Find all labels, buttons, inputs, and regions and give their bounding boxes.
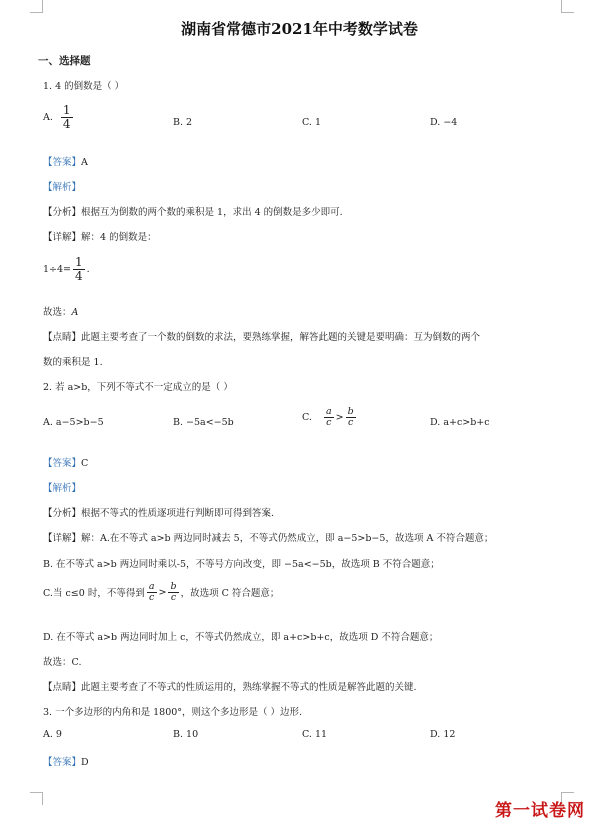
q3-option-b: B. 10 [173,729,199,740]
fraction-a-over-c [324,407,334,428]
watermark-logo: 第一试卷网 [495,801,585,821]
answer-value: D [81,757,89,768]
q2-option-b: B. −5a<−5b [173,417,234,428]
q3-option-c: C. 11 [302,729,328,740]
fraction-denominator: c [326,416,332,428]
calc-end: . [86,263,90,275]
q2-stem: 2. 若 a>b，下列不等式不一定成立的是（ ） [43,382,233,393]
fenxi-tag: 【分析】 [43,508,82,519]
fraction-numerator: a [148,581,155,592]
section-heading: 一、选择题 [38,55,91,67]
q1-answer [43,154,88,168]
q2-line-d: D. 在不等式 a>b 两边同时加上 c，不等式仍然成立，即 a+c>b+c，故选项 D 不符合题意； [43,632,439,643]
q3-stem: 3. 一个多边形的内角和是 1800°，则这个多边形是（ ）边形. [43,707,303,718]
q2-option-c [302,407,358,428]
q2-select [43,654,81,668]
answer-tag: 【答案】 [43,458,82,469]
corner-mark-top-right [561,0,574,13]
calc-left: 1÷4= [43,263,72,275]
select-label: 故选： [43,657,72,668]
fenxi-text: 根据不等式的性质逐项进行判断即可得到答案. [81,508,275,519]
q1-option-c: C. 1 [302,117,322,128]
dianjing-tag: 【点睛】 [43,332,82,343]
q2-dianjing [43,679,417,693]
q1-xiangjie [43,229,157,243]
fraction-numerator: 1 [75,255,83,269]
fraction-numerator: a [325,406,332,417]
fraction-a-over-c [147,582,157,603]
select-label: 故选： [43,307,72,318]
xiangjie-tag: 【详解】 [43,232,82,243]
q1-select [43,304,78,318]
xiangjie-tag: 【详解】 [43,533,82,544]
q3-option-d: D. 12 [430,729,456,740]
q3-option-a: A. 9 [43,729,62,740]
answer-value: A [81,157,88,168]
q2-line-b: B. 在不等式 a>b 两边同时乘以-5，不等号方向改变，即 −5a<−5b，故选项 B 不符合题意； [43,559,440,570]
fraction-denominator: 4 [62,116,71,131]
corner-mark-top-left [30,0,43,13]
q1-fenxi [43,204,343,218]
q1-stem: 1. 4 的倒数是（ ） [43,81,125,92]
q2-xiangjie [43,530,493,544]
fraction-denominator: c [149,591,155,603]
q2-line-c [43,582,279,603]
xiangjie-text: 解：4 的倒数是： [81,232,157,243]
q2-option-c-label: C. [302,411,312,423]
q2-analysis-tag: 【解析】 [43,483,82,494]
q3-answer [43,754,89,768]
select-value: A [71,307,79,318]
q2-fenxi [43,505,274,519]
q1-dianjing [43,329,480,343]
q2-option-d: D. a+c>b+c [430,417,490,428]
answer-tag: 【答案】 [43,157,82,168]
corner-mark-bottom-left [30,792,43,805]
q1-analysis-tag: 【解析】 [43,182,82,193]
q1-dianjing-line2: 数的乘积是 1. [43,357,103,368]
q1-option-a-fraction [61,104,73,130]
q1-option-a [43,104,75,130]
fraction-denominator: 4 [75,268,83,283]
q1-calculation [43,256,90,282]
line-c-post: ，故选项 C 符合题意； [180,588,280,600]
q2-option-a: A. a−5>b−5 [43,417,104,428]
fraction-b-over-c [168,582,178,603]
fraction-numerator: 1 [62,103,71,117]
fraction-b-over-c [346,407,356,428]
line-c-pre: C.当 c≤0 时，不等得到 [43,588,145,600]
q1-option-a-label: A. [43,111,53,123]
greater-than-sign: > [335,411,344,423]
answer-value: C [81,458,89,469]
dianjing-tag: 【点睛】 [43,682,82,693]
dianjing-text: 此题主要考查了一个数的倒数的求法，要熟练掌握，解答此题的关键是要明确：互为倒数的两个 [81,332,481,343]
fenxi-tag: 【分析】 [43,207,82,218]
fraction-numerator: b [347,406,354,417]
fraction-denominator: c [170,591,177,603]
select-value: C. [71,657,82,668]
q1-option-d: D. −4 [430,117,458,128]
fenxi-text: 根据互为倒数的两个数的乘积是 1，求出 4 的倒数是多少即可. [81,207,343,218]
xiangjie-text: 解：A.在不等式 a>b 两边同时减去 5，不等式仍然成立，即 a−5>b−5，故选项 A 不符合题意； [81,533,494,544]
dianjing-text: 此题主要考查了不等式的性质运用的，熟练掌握不等式的性质是解答此题的关键. [81,682,417,693]
calc-fraction [73,256,85,282]
fraction-denominator: c [347,416,354,428]
answer-tag: 【答案】 [43,757,82,768]
q1-option-b: B. 2 [173,117,193,128]
greater-than-sign: > [158,586,167,598]
fraction-numerator: b [170,581,177,592]
q2-answer [43,455,88,469]
page-title: 湖南省常德市2021年中考数学试卷 [181,20,418,38]
